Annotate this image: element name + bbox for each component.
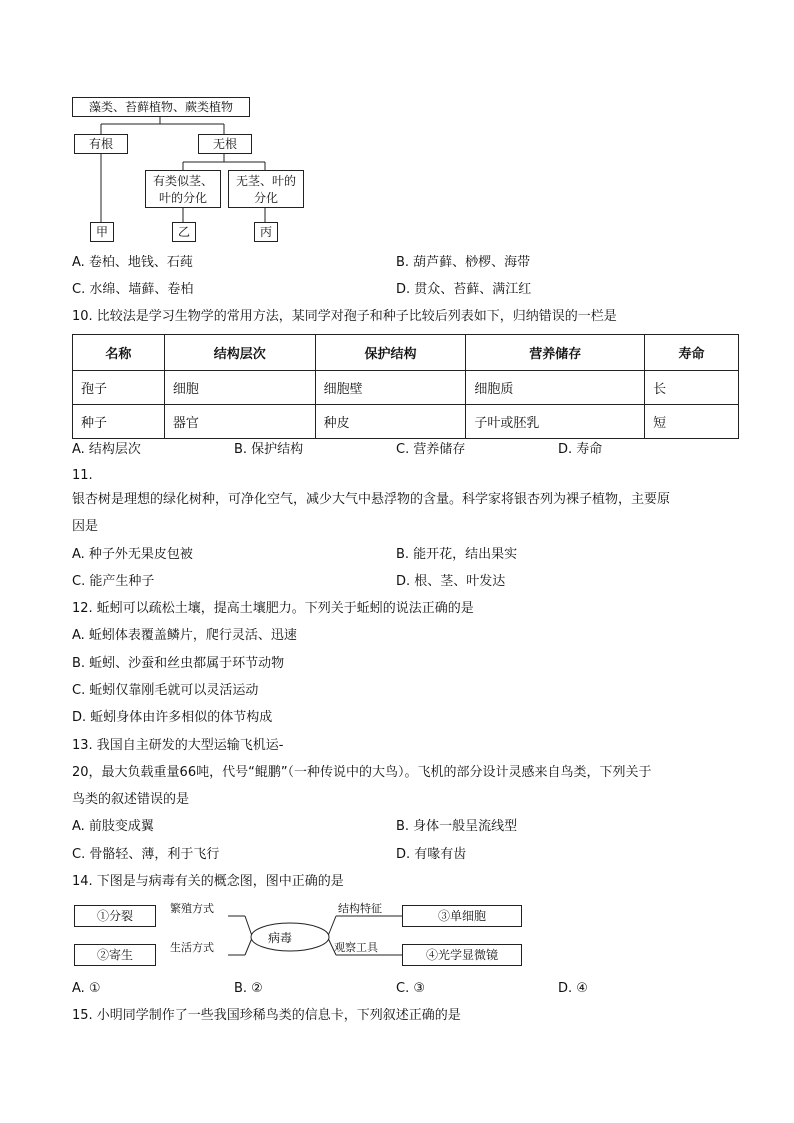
q12-option-c[interactable]: C. 蚯蚓仅靠刚毛就可以灵活运动 (72, 683, 259, 698)
table-cell: 细胞质 (466, 371, 645, 405)
q13-option-c[interactable]: C. 骨骼轻、薄，利于飞行 (72, 847, 220, 862)
q9-option-a[interactable]: A. 卷柏、地钱、石莼 (72, 255, 193, 270)
link-label-structure: 结构特征 (338, 902, 382, 915)
q10-option-c[interactable]: C. 营养储存 (396, 442, 466, 457)
link-label-lifestyle: 生活方式 (170, 941, 214, 954)
q13-stem-line3: 鸟类的叙述错误的是 (72, 792, 190, 807)
q12-option-d[interactable]: D. 蚯蚓身体由许多相似的体节构成 (72, 710, 273, 725)
table-cell: 孢子 (73, 371, 165, 405)
has-root-box: 有根 (74, 134, 128, 154)
q10-option-d[interactable]: D. 寿命 (558, 442, 603, 457)
no-stem-leaf-box: 无茎、叶的 分化 (228, 170, 304, 208)
q10-option-a[interactable]: A. 结构层次 (72, 442, 141, 457)
table-cell: 短 (645, 405, 739, 439)
diagram-root-box: 藻类、苔藓植物、蕨类植物 (72, 97, 250, 117)
table-header: 营养储存 (466, 335, 645, 371)
q12-option-b[interactable]: B. 蚯蚓、沙蚕和丝虫都属于环节动物 (72, 656, 285, 671)
no-root-box: 无根 (198, 134, 252, 154)
concept-box-single-cell: ③单细胞 (402, 905, 522, 927)
concept-box-division: ①分裂 (74, 905, 156, 927)
table-header-row (73, 335, 739, 371)
q12-stem: 12. 蚯蚓可以疏松土壤，提高土壤肥力。下列关于蚯蚓的说法正确的是 (72, 601, 474, 616)
q13-option-d[interactable]: D. 有喙有齿 (396, 847, 467, 862)
q11-option-d[interactable]: D. 根、茎、叶发达 (396, 574, 506, 589)
virus-label: 病毒 (268, 931, 293, 945)
q9-option-c[interactable]: C. 水绵、墙藓、卷柏 (72, 282, 194, 297)
q14-stem: 14. 下图是与病毒有关的概念图，图中正确的是 (72, 874, 344, 889)
q14-option-b[interactable]: B. ② (234, 981, 263, 996)
q11-option-c[interactable]: C. 能产生种子 (72, 574, 155, 589)
q11-option-b[interactable]: B. 能开花，结出果实 (396, 547, 518, 562)
table-cell: 细胞壁 (315, 371, 466, 405)
table-header: 名称 (73, 335, 165, 371)
jia-box: 甲 (90, 222, 114, 242)
table-cell: 细胞 (164, 371, 315, 405)
q11-stem-line2: 因是 (72, 519, 99, 534)
table-cell: 种皮 (315, 405, 466, 439)
table-row (73, 405, 739, 439)
q11-option-a[interactable]: A. 种子外无果皮包被 (72, 547, 193, 562)
q13-option-b[interactable]: B. 身体一般呈流线型 (396, 819, 518, 834)
q13-option-a[interactable]: A. 前肢变成翼 (72, 819, 154, 834)
q14-option-d[interactable]: D. ④ (558, 981, 588, 996)
q14-option-a[interactable]: A. ① (72, 981, 101, 996)
q11-number: 11. (72, 468, 93, 483)
q11-stem-line1: 银杏树是理想的绿化树种，可净化空气，减少大气中悬浮物的含量。科学家将银杏列为裸子植物，主要原 (72, 492, 671, 507)
q13-stem-line2: 20，最大负载重量66吨，代号“鲲鹏”（一种传说中的大鸟）。飞机的部分设计灵感来自鸟类，下列关于 (72, 765, 652, 780)
q13-stem-line1: 13. 我国自主研发的大型运输飞机运- (72, 738, 284, 753)
q9-option-b[interactable]: B. 葫芦藓、桫椤、海带 (396, 255, 531, 270)
q12-option-a[interactable]: A. 蚯蚓体表覆盖鳞片，爬行灵活、迅速 (72, 628, 297, 643)
link-label-reproduction: 繁殖方式 (170, 902, 214, 915)
table-cell: 种子 (73, 405, 165, 439)
yi-box: 乙 (172, 222, 196, 242)
table-cell: 子叶或胚乳 (466, 405, 645, 439)
q10-option-b[interactable]: B. 保护结构 (234, 442, 304, 457)
table-header: 保护结构 (315, 335, 466, 371)
q14-option-c[interactable]: C. ③ (396, 981, 425, 996)
q9-option-d[interactable]: D. 贯众、苔藓、满江红 (396, 282, 532, 297)
comparison-table (72, 334, 739, 439)
q10-stem: 10. 比较法是学习生物学的常用方法，某同学对孢子和种子比较后列表如下，归纳错误的一栏是 (72, 309, 617, 324)
link-label-observation: 观察工具 (334, 941, 378, 954)
stem-leaf-like-box: 有类似茎、 叶的分化 (145, 170, 221, 208)
bing-box: 丙 (254, 222, 278, 242)
q15-stem: 15. 小明同学制作了一些我国珍稀鸟类的信息卡，下列叙述正确的是 (72, 1008, 461, 1023)
table-row (73, 371, 739, 405)
concept-box-light-microscope: ④光学显微镜 (402, 944, 522, 966)
concept-box-parasitism: ②寄生 (74, 944, 156, 966)
table-cell: 长 (645, 371, 739, 405)
table-header: 结构层次 (164, 335, 315, 371)
table-cell: 器官 (164, 405, 315, 439)
table-header: 寿命 (645, 335, 739, 371)
